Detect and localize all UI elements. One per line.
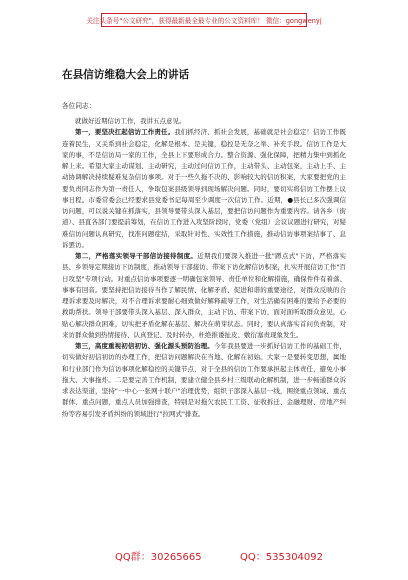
qq-group-number[interactable]: QQ群：30265665: [115, 552, 202, 563]
paragraph-1-text: 我们抓经济、抓社会发展，基础就是社会稳定！信访工作既连着民生，又关系到社会稳定，化解是根本、是关键，稳控是无奈之举、补充手段。信访工作是大家的事，不是信访局一家的工作，全县上下要形成合力。整合资源、强化保障，把精力集中到抓化解上来。希望大家主动谋划、主动研究，主动过问信访工作，主动带头、主动包案，主动上手、主动协调解决持续疑难复杂信访事项。对于一些久拖不决的、影响较大的信访积案，大家要把党的主要负责同志作为第一责任人，争取包案县级领导到现场解决问题。同时，要切实将信访工作摆上议事日程。市委常委会已经要求县党委书记每周至少调度一次信访工作。近期，●县长已多次强调信访问题，可以说关键在抓落实，县领导要带头深入基层，要把信访问题作为重要内容。请各乡（街道）、县直各部门要提前筹划，在信访工作进入攻坚阶段时，党委（党组）会议议题进行研究，对疑难信访问题认真研究，找准问题症结，采取针对性、实效性工作措施，推动信访事项案结事了、息诉罢访。: [62, 128, 347, 249]
promo-banner[interactable]: [86, 13, 322, 27]
paragraph-3-heading: 第三，高度重视初信初访、强化源头预防治理。: [75, 342, 214, 350]
paragraph-3: [62, 341, 346, 420]
document-title: 在县信访维稳大会上的讲话: [62, 69, 190, 81]
paragraph-3-text: 今年我县要进一步抓好信访工作的基础工作，切实做好初信初访的办理工作，把信访问题解决在当地、化解在初始。大家一是要转变思想，属地和行业部门作为信访事项化解稳控的关键节点，对于全县的信访工作要承担起主体责任，避免小事拖大、大事拖炸。二是要完善工作机制，要建立健全县乡村三级联动化解机制，进一步畅通群众诉求表达渠道，坚持"一中心一张网十联户"治理优势，组织干部深入基层一线，围绕重点领域、重点群体、重点问题，重点人员加强排查，特别是对拖欠农民工工资、征收拆迁、金融理财、房地产纠纷等容易引发矛盾纠纷的领域进行"拉网式"排查。: [62, 342, 347, 418]
paragraph-2-text: 近期我们要深入推进一批"蹲点式"下访，严格落实县、乡领导定期接访下访制度，推动领导干部接访、带案下访化解信访积案，扎实开展信访工作"百日攻坚"专项行动。对重点信访事项要逐一明确包案领导、责任单位和化解措施，确保件件有着落、事事有回音。要坚持把信访接待当作了解民情、化解矛盾、促进和谐的重要途径，对群众反映的合理诉求要及时解决，对不合理诉求要耐心细致做好解释疏导工作，对生活确有困难的要给予必要的救助帮扶。领导干部要带头深入基层、深入群众，主动下访、带案下访，面对面听取群众意见，心贴心解决群众困难，切实把矛盾化解在基层、解决在萌芽状态。同时，要认真落实首问负责制，对来访群众做到热情接待、认真登记、及时转办，杜绝推诿扯皮、敷衍塞责现象发生。: [62, 252, 347, 339]
paragraph-2: [62, 251, 346, 341]
document-body: [62, 116, 346, 420]
paragraph-2-heading: 第二，严格落实领导干部信访接待制度。: [75, 252, 198, 260]
paragraph-1-heading: 第一，要坚决扛起信访工作责任。: [75, 128, 175, 137]
promo-banner-text: 关注头条号"公文研究"，获得最新最全最专业的公文资料库！ 微信：gongwenyj: [86, 17, 322, 25]
paragraph-1: [62, 127, 346, 251]
qq-contact-number[interactable]: QQ：535304092: [240, 552, 324, 563]
salutation: 各位同志：: [62, 102, 96, 110]
opening-paragraph: 就做好近期信访工作，我讲五点意见。: [75, 117, 186, 125]
